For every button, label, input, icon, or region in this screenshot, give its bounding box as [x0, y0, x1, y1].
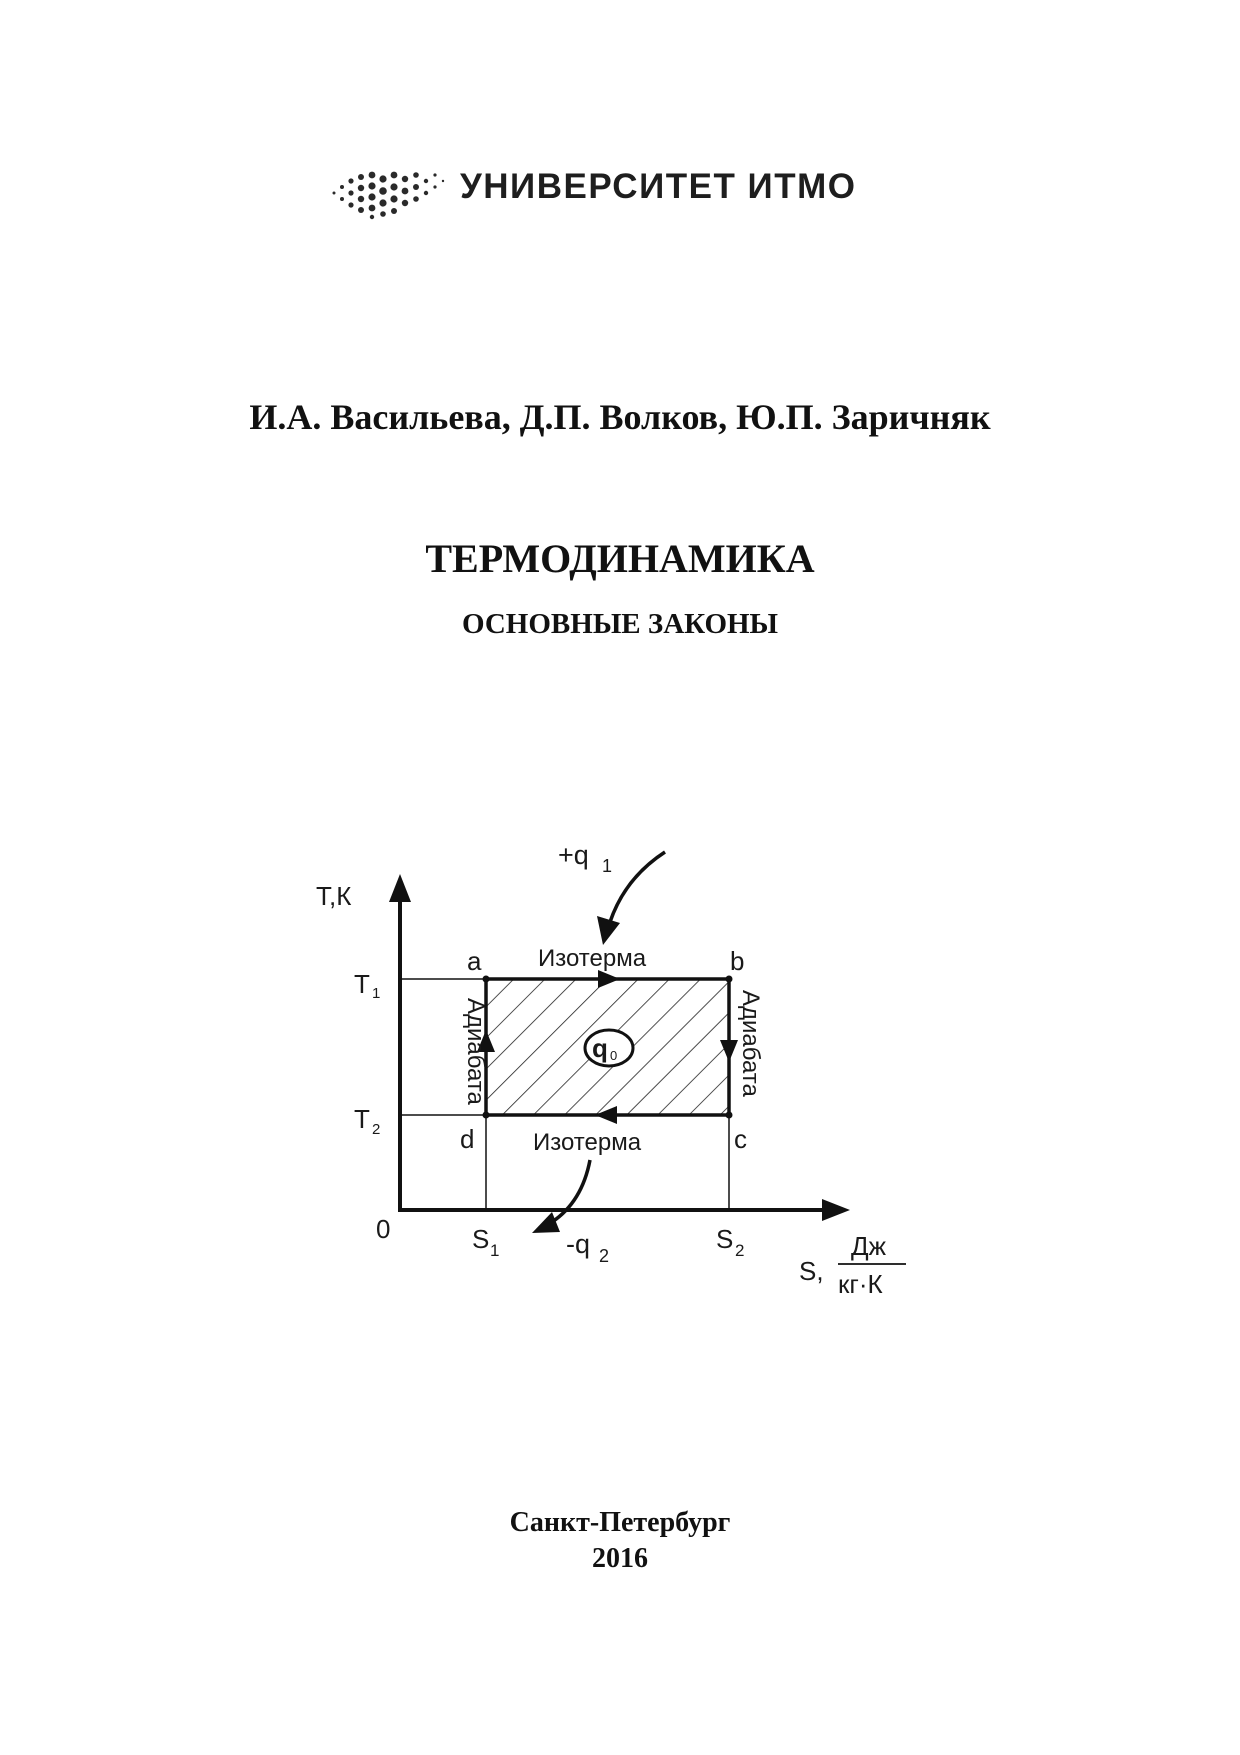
point-a: a	[467, 946, 482, 976]
q-in-sub: 1	[602, 856, 613, 876]
q-in-label: +q	[558, 840, 589, 870]
adiabat-left-label: Адиабата	[462, 998, 489, 1105]
s2-label: S	[716, 1224, 734, 1254]
t2-sub: 2	[372, 1121, 381, 1138]
s1-sub: 1	[490, 1241, 500, 1260]
heat-out-arrow	[552, 1160, 590, 1222]
point-d: d	[460, 1124, 475, 1154]
s2-sub: 2	[735, 1241, 745, 1260]
origin-label: 0	[376, 1214, 391, 1244]
x-axis-arrow	[822, 1199, 850, 1221]
s1-label: S	[472, 1224, 490, 1254]
q0-label: q	[592, 1033, 608, 1063]
publication-city: Санкт-Петербург	[509, 1507, 731, 1538]
heat-out-arrowhead	[532, 1212, 560, 1233]
y-axis-label: Т,К	[316, 881, 352, 911]
logo-text: УНИВЕРСИТЕТ ИТМО	[460, 167, 857, 206]
carnot-ts-diagram	[316, 830, 940, 1310]
publication-year: 2016	[592, 1543, 648, 1574]
university-logo	[330, 163, 857, 223]
q-out-label: -q	[566, 1229, 591, 1259]
q0-sub: 0	[610, 1048, 618, 1063]
y-axis-arrow	[389, 874, 411, 902]
dotted-wave-logo-icon	[330, 163, 450, 223]
x-axis-unit-numerator: Дж	[851, 1231, 887, 1261]
point-b: b	[730, 946, 745, 976]
authors: И.А. Васильева, Д.П. Волков, Ю.П. Заричняк	[249, 397, 991, 437]
heat-in-arrow	[610, 852, 665, 922]
isotherm-top-label: Изотерма	[538, 945, 647, 972]
x-axis-unit-denominator: кг·К	[838, 1269, 883, 1299]
book-subtitle: ОСНОВНЫЕ ЗАКОНЫ	[461, 608, 779, 640]
heat-in-arrowhead	[597, 916, 620, 945]
t1-label: T	[354, 969, 370, 999]
x-axis-label: S,	[799, 1256, 824, 1286]
q-out-sub: 2	[599, 1246, 610, 1266]
book-title: ТЕРМОДИНАМИКА	[425, 536, 815, 581]
t2-label: T	[354, 1104, 370, 1134]
isotherm-bottom-label: Изотерма	[533, 1129, 642, 1156]
point-c: c	[734, 1124, 747, 1154]
adiabat-right-label: Адиабата	[737, 990, 764, 1097]
t1-sub: 1	[372, 985, 381, 1002]
